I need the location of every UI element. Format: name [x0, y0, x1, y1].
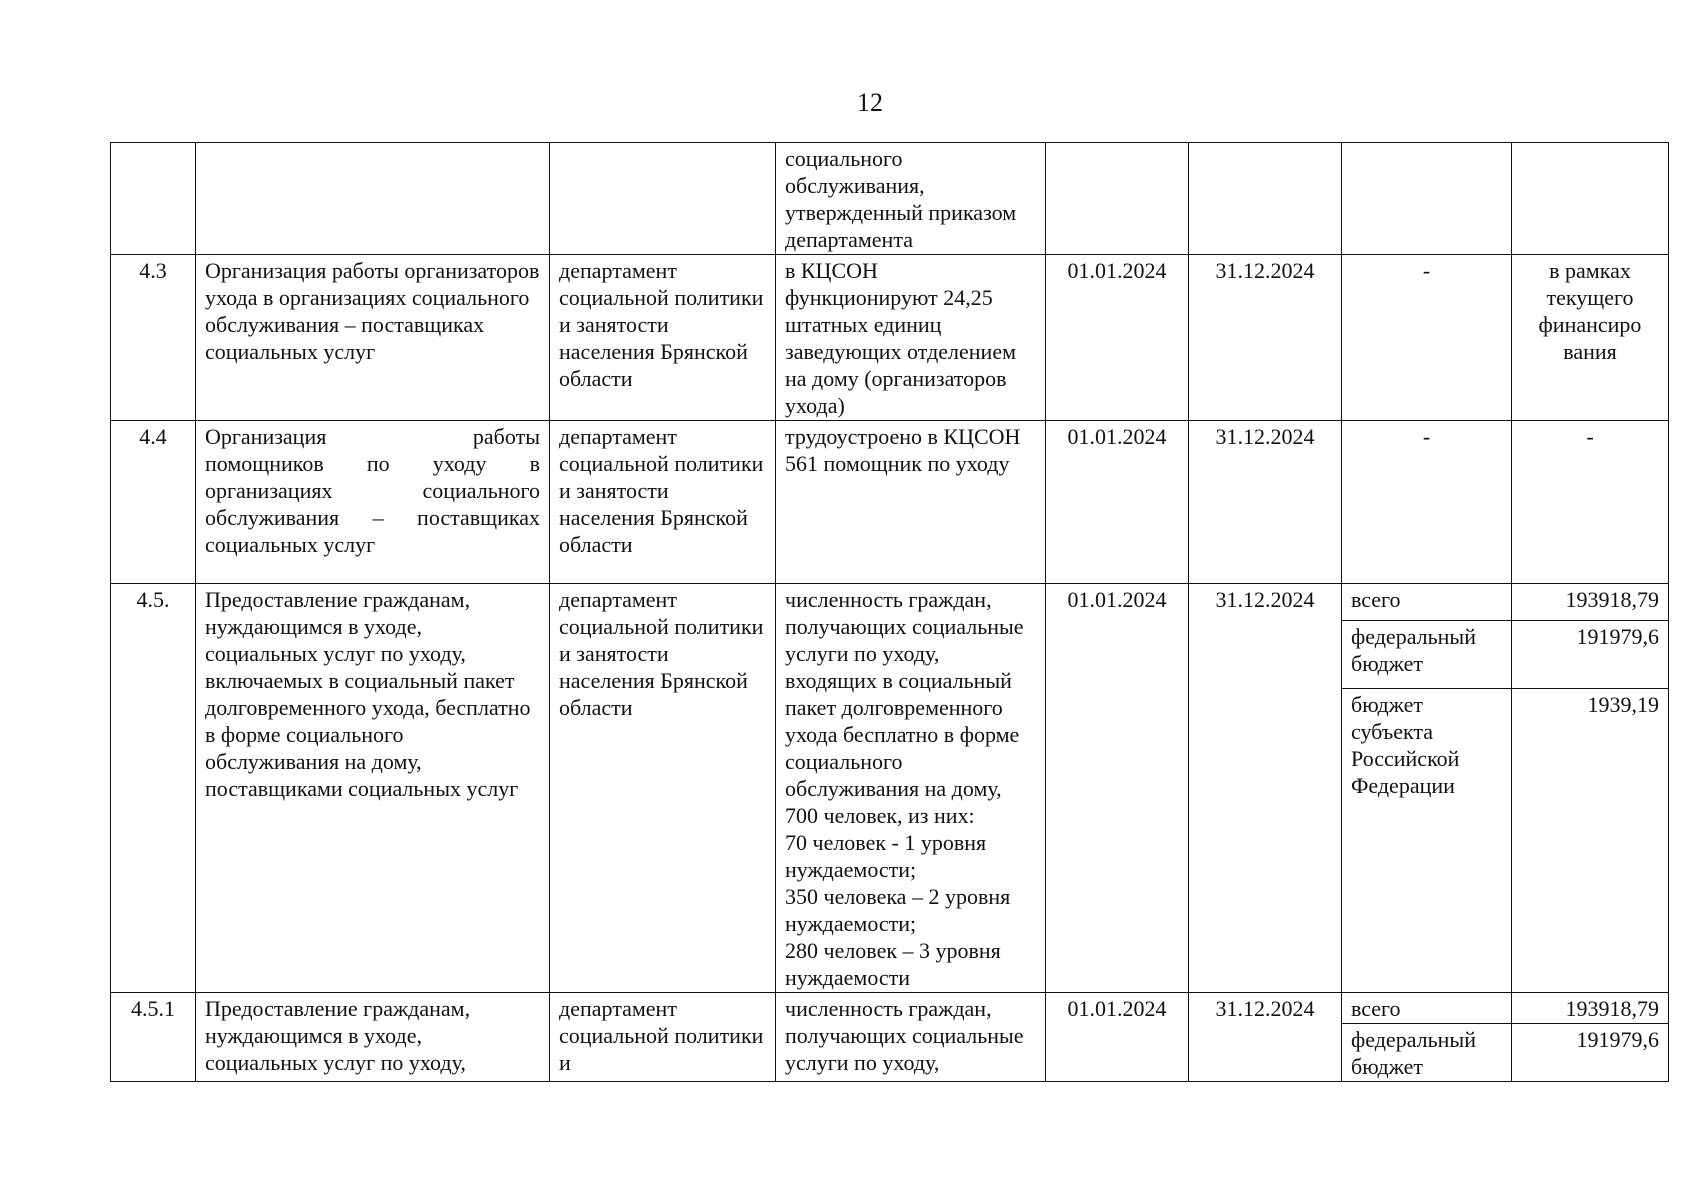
name-line: Организация работы	[205, 424, 540, 449]
cell-end: 31.12.2024	[1189, 421, 1342, 584]
cell-start	[1046, 143, 1189, 255]
cell-name: Предоставление гражданам, нуждающимся в уходе, социальных услуг по уходу, включаемых в социальный пакет долговременного ухода, бесплатно в форме социального обслуживания на дому, поставщиками социальных услуг	[196, 584, 550, 993]
cell-executor	[550, 143, 776, 255]
table-row-4-3	[111, 255, 1669, 421]
cell-num: 4.4	[111, 421, 196, 584]
cell-end	[1189, 143, 1342, 255]
cell-amount-total: 193918,79	[1512, 993, 1669, 1024]
cell-amount: в рамках текущего финансиро вания	[1512, 255, 1669, 421]
cell-result: трудоустроено в КЦСОН 561 помощник по уходу	[776, 421, 1046, 584]
cell-name: Организация работы организаторов ухода в организациях социального обслуживания – поставщиках социальных услуг	[196, 255, 550, 421]
cell-result: численность граждан, получающих социальные услуги по уходу,	[776, 993, 1046, 1082]
result-line: численность граждан, получающих социальные услуги по уходу, входящих в социальный пакет долговременного ухода бесплатно в форме социального обслуживания на дому, 700 человек, из них:	[785, 587, 1024, 828]
cell-source-regional: бюджет субъекта Российской Федерации	[1342, 689, 1512, 993]
result-line: 280 человек – 3 уровня нуждаемости	[785, 938, 1001, 990]
cell-result: в КЦСОН функционируют 24,25 штатных единиц заведующих отделением на дому (организаторов ухода)	[776, 255, 1046, 421]
cell-end: 31.12.2024	[1189, 993, 1342, 1082]
cell-num: 4.5.	[111, 584, 196, 993]
cell-start: 01.01.2024	[1046, 993, 1189, 1082]
table-row-4-5	[111, 584, 1669, 621]
cell-start: 01.01.2024	[1046, 255, 1189, 421]
cell-start: 01.01.2024	[1046, 584, 1189, 993]
cell-amount	[1512, 143, 1669, 255]
result-line: 350 человека – 2 уровня нуждаемости;	[785, 884, 1011, 936]
cell-amount-total: 193918,79	[1512, 584, 1669, 621]
cell-executor: департамент социальной политики и занятости населения Брянской области	[550, 584, 776, 993]
name-line: социальных услуг	[205, 532, 376, 557]
name-line: обслуживания – поставщиках	[205, 505, 540, 530]
cell-amount-federal: 191979,6	[1512, 620, 1669, 688]
cell-source-total: всего	[1342, 584, 1512, 621]
cell-num: 4.5.1	[111, 993, 196, 1082]
cell-source: -	[1342, 421, 1512, 584]
cell-amount-regional: 1939,19	[1512, 689, 1669, 993]
cell-name: Предоставление гражданам, нуждающимся в уходе, социальных услуг по уходу,	[196, 993, 550, 1082]
cell-source: -	[1342, 255, 1512, 421]
cell-executor: департамент социальной политики и занятости населения Брянской области	[550, 421, 776, 584]
cell-result: социального обслуживания, утвержденный приказом департамента	[776, 143, 1046, 255]
cell-end: 31.12.2024	[1189, 255, 1342, 421]
page-number: 12	[857, 88, 883, 117]
cell-source	[1342, 143, 1512, 255]
cell-num: 4.3	[111, 255, 196, 421]
cell-result	[776, 584, 1046, 993]
measures-table	[110, 142, 1669, 1082]
table-row-4-4	[111, 421, 1669, 584]
cell-name	[196, 421, 550, 584]
cell-start: 01.01.2024	[1046, 421, 1189, 584]
cell-amount-federal: 191979,6	[1512, 1024, 1669, 1082]
table-row-4-5-1	[111, 993, 1669, 1024]
name-line: организациях социального	[205, 478, 540, 503]
cell-executor: департамент социальной политики и занятости населения Брянской области	[550, 255, 776, 421]
cell-source-total: всего	[1342, 993, 1512, 1024]
result-line: 70 человек - 1 уровня нуждаемости;	[785, 830, 987, 882]
cell-amount: -	[1512, 421, 1669, 584]
cell-source-federal: федеральный бюджет	[1342, 1024, 1512, 1082]
cell-num	[111, 143, 196, 255]
cell-end: 31.12.2024	[1189, 584, 1342, 993]
cell-executor: департамент социальной политики и	[550, 993, 776, 1082]
cell-name	[196, 143, 550, 255]
table-row-continuation	[111, 143, 1669, 255]
name-line: помощников по уходу в	[205, 451, 540, 476]
cell-source-federal: федеральный бюджет	[1342, 620, 1512, 688]
